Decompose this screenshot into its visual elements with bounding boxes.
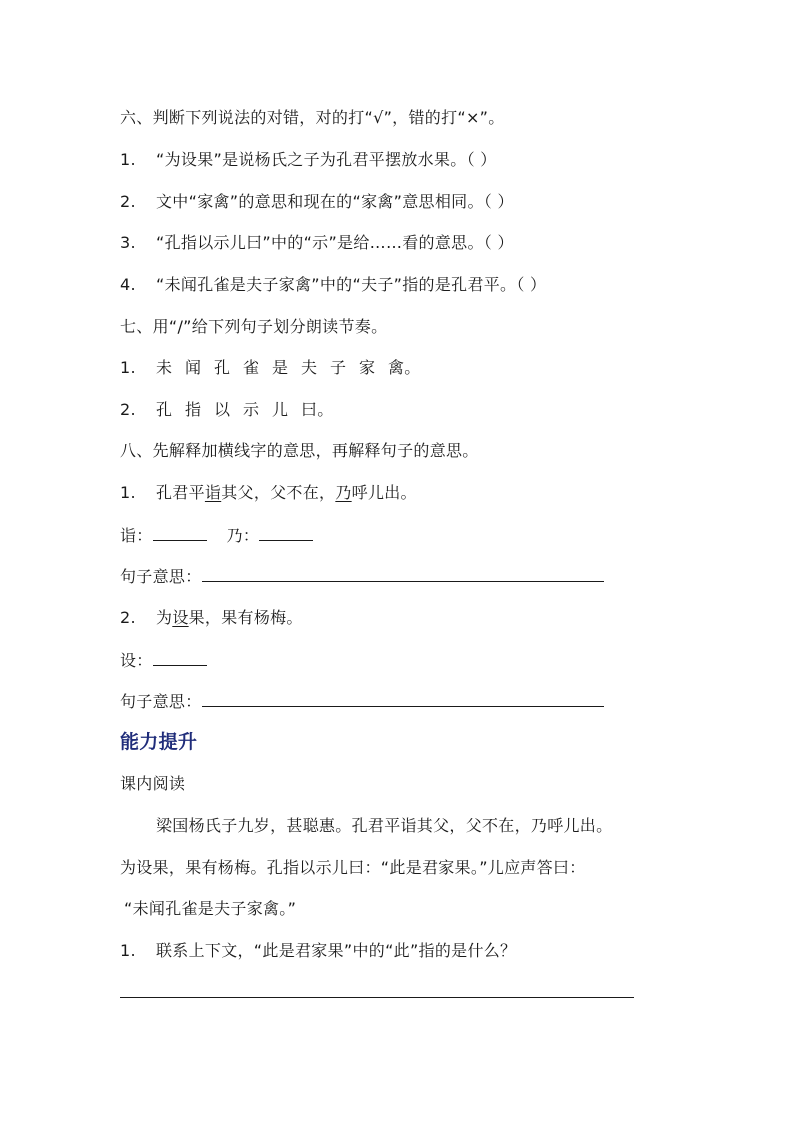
sentence-answer-line[interactable] (202, 566, 604, 582)
section6-item-2 (120, 192, 514, 212)
item-number: 4. (120, 275, 136, 294)
section6-item-1 (120, 150, 497, 170)
blank-label: 诣： (120, 526, 153, 545)
passage-line: 为设果，果有杨梅。孔指以示儿曰：“此是君家果。”儿应声答曰： (120, 858, 586, 877)
sentence-part: 其父，父不在， (221, 483, 336, 502)
item-number: 1. (120, 941, 136, 960)
char: 孔 (156, 400, 173, 419)
item-number: 1. (120, 150, 136, 169)
section8-title: 八、先解释加横线字的意思，再解释句子的意思。 (120, 441, 479, 460)
char: 是 (272, 358, 289, 377)
char: 家 (359, 358, 376, 377)
item-number: 2. (120, 400, 136, 419)
char: 儿 (272, 400, 289, 419)
section6-item-4 (120, 275, 546, 295)
item-number: 1. (120, 358, 136, 377)
section7-item-1 (120, 358, 421, 378)
item-text: “孔指以示儿曰”中的“示”是给……看的意思。（ ） (156, 233, 514, 252)
section8-q2-blank (120, 650, 207, 671)
char: 示 (243, 400, 260, 419)
char: 子 (330, 358, 347, 377)
blank-label: 设： (120, 651, 153, 670)
char: 闻 (185, 358, 202, 377)
underlined-char: 诣 (204, 483, 222, 502)
item-number: 3. (120, 233, 136, 252)
char: 孔 (214, 358, 231, 377)
section8-q1-sentence (120, 566, 604, 587)
char: 曰。 (301, 400, 334, 419)
section7-title: 七、用“/”给下列句子划分朗读节奏。 (120, 317, 388, 336)
sentence-part: 为 (156, 608, 173, 627)
char: 禽。 (388, 358, 421, 377)
item-text: 联系上下文，“此是君家果”中的“此”指的是什么？ (156, 941, 517, 960)
passage-line: 梁国杨氏子九岁，甚聪惠。孔君平诣其父，父不在，乃呼儿出。 (156, 816, 613, 835)
answer-blank[interactable] (153, 525, 207, 541)
blank-label: 句子意思： (120, 692, 202, 711)
item-text: “未闻孔雀是夫子家禽”中的“夫子”指的是孔君平。（ ） (156, 275, 547, 294)
section8-q2-sentence (120, 691, 604, 712)
item-text: “为设果”是说杨氏之子为孔君平摆放水果。（ ） (156, 150, 497, 169)
sentence-answer-line[interactable] (202, 691, 604, 707)
section-subheading: 课内阅读 (120, 774, 186, 793)
section7-item-2 (120, 400, 334, 420)
blank-label: 乃： (226, 526, 260, 545)
item-text: 文中“家禽”的意思和现在的“家禽”意思相同。（ ） (156, 192, 514, 211)
section6-title: 六、判断下列说法的对错，对的打“√”，错的打“×”。 (120, 108, 505, 127)
section8-question-1 (120, 483, 417, 503)
sentence-part: 呼儿出。 (351, 483, 417, 502)
underlined-char: 乃 (335, 483, 352, 502)
char: 雀 (243, 358, 260, 377)
passage-line: “未闻孔雀是夫子家禽。” (124, 899, 297, 918)
sentence-part: 孔君平 (156, 483, 205, 502)
item-number: 2. (120, 608, 136, 627)
answer-blank[interactable] (259, 525, 313, 541)
item-number: 1. (120, 483, 136, 502)
item-number: 2. (120, 192, 136, 211)
char: 指 (185, 400, 202, 419)
section6-item-3 (120, 233, 514, 253)
section-heading: 能力提升 (120, 731, 198, 753)
blank-label: 句子意思： (120, 567, 202, 586)
underlined-char: 设 (172, 608, 189, 627)
section8-q1-blanks (120, 525, 313, 546)
section8-question-2 (120, 608, 303, 628)
char: 夫 (301, 358, 318, 377)
sentence-part: 果，果有杨梅。 (188, 608, 303, 627)
reading-question-1 (120, 941, 516, 961)
char: 以 (214, 400, 231, 419)
answer-blank[interactable] (153, 650, 207, 666)
answer-line[interactable] (120, 997, 634, 998)
char: 未 (156, 358, 173, 377)
